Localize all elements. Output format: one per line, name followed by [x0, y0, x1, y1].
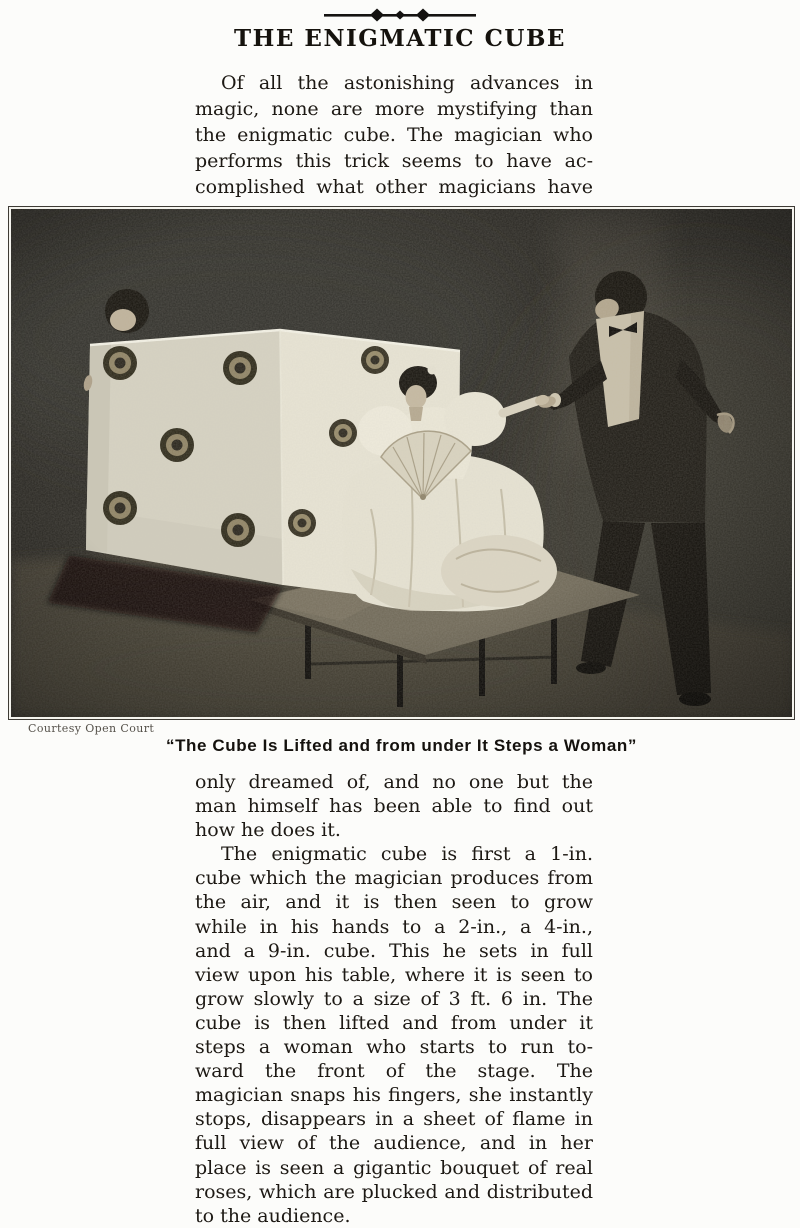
- page-title: THE ENIGMATIC CUBE: [234, 25, 566, 52]
- body-paragraphs: [195, 770, 593, 1228]
- text-line: steps a woman who starts to run to-: [195, 1036, 593, 1059]
- text-line: to the audience.: [195, 1204, 351, 1227]
- text-line: full view of the audience, and in her: [195, 1132, 593, 1155]
- text-line: the air, and it is then seen to grow: [195, 891, 593, 914]
- text-line: ward the front of the stage. The: [195, 1060, 593, 1083]
- photo-figure: [8, 206, 795, 756]
- photo-credit: Courtesy Open Court: [28, 722, 155, 735]
- text-line: place is seen a gigantic bouquet of real: [195, 1156, 593, 1179]
- text-line: magician snaps his fingers, she instantly: [195, 1084, 593, 1107]
- text-line: view upon his table, where it is seen to: [195, 963, 593, 986]
- photo-frame: [8, 206, 795, 720]
- text-line: cube which the magician produces from: [195, 867, 593, 890]
- text-line: man himself has been able to find out: [195, 795, 593, 818]
- intro-paragraph: [195, 70, 593, 200]
- text-line: Of all the astonishing advances in: [221, 72, 593, 94]
- photo-caption: “The Cube Is Lifted and from under It Steps a Woman”: [165, 736, 638, 755]
- text-line: how he does it.: [195, 819, 341, 842]
- article-header: [194, 7, 606, 52]
- text-line: and a 9-in. cube. This he sets in full: [195, 939, 593, 962]
- text-line: only dreamed of, and no one but the: [195, 771, 593, 793]
- text-line: stops, disappears in a sheet of flame in: [195, 1108, 593, 1131]
- vignette: [11, 209, 792, 717]
- text-line: the enigmatic cube. The magician who: [195, 124, 593, 146]
- text-line: performs this trick seems to have ac-: [195, 150, 593, 172]
- text-line: grow slowly to a size of 3 ft. 6 in. The: [195, 987, 593, 1010]
- text-line: cube is then lifted and from under it: [195, 1011, 593, 1034]
- stage-photo: [11, 209, 792, 717]
- text-line: complished what other magicians have: [195, 176, 593, 198]
- text-line: roses, which are plucked and distributed: [195, 1180, 593, 1203]
- text-line: while in his hands to a 2-in., a 4-in.,: [195, 915, 593, 938]
- text-line: magic, none are more mystifying than: [195, 98, 593, 120]
- ornament-divider: [324, 7, 476, 23]
- text-line: The enigmatic cube is first a 1-in.: [221, 843, 593, 866]
